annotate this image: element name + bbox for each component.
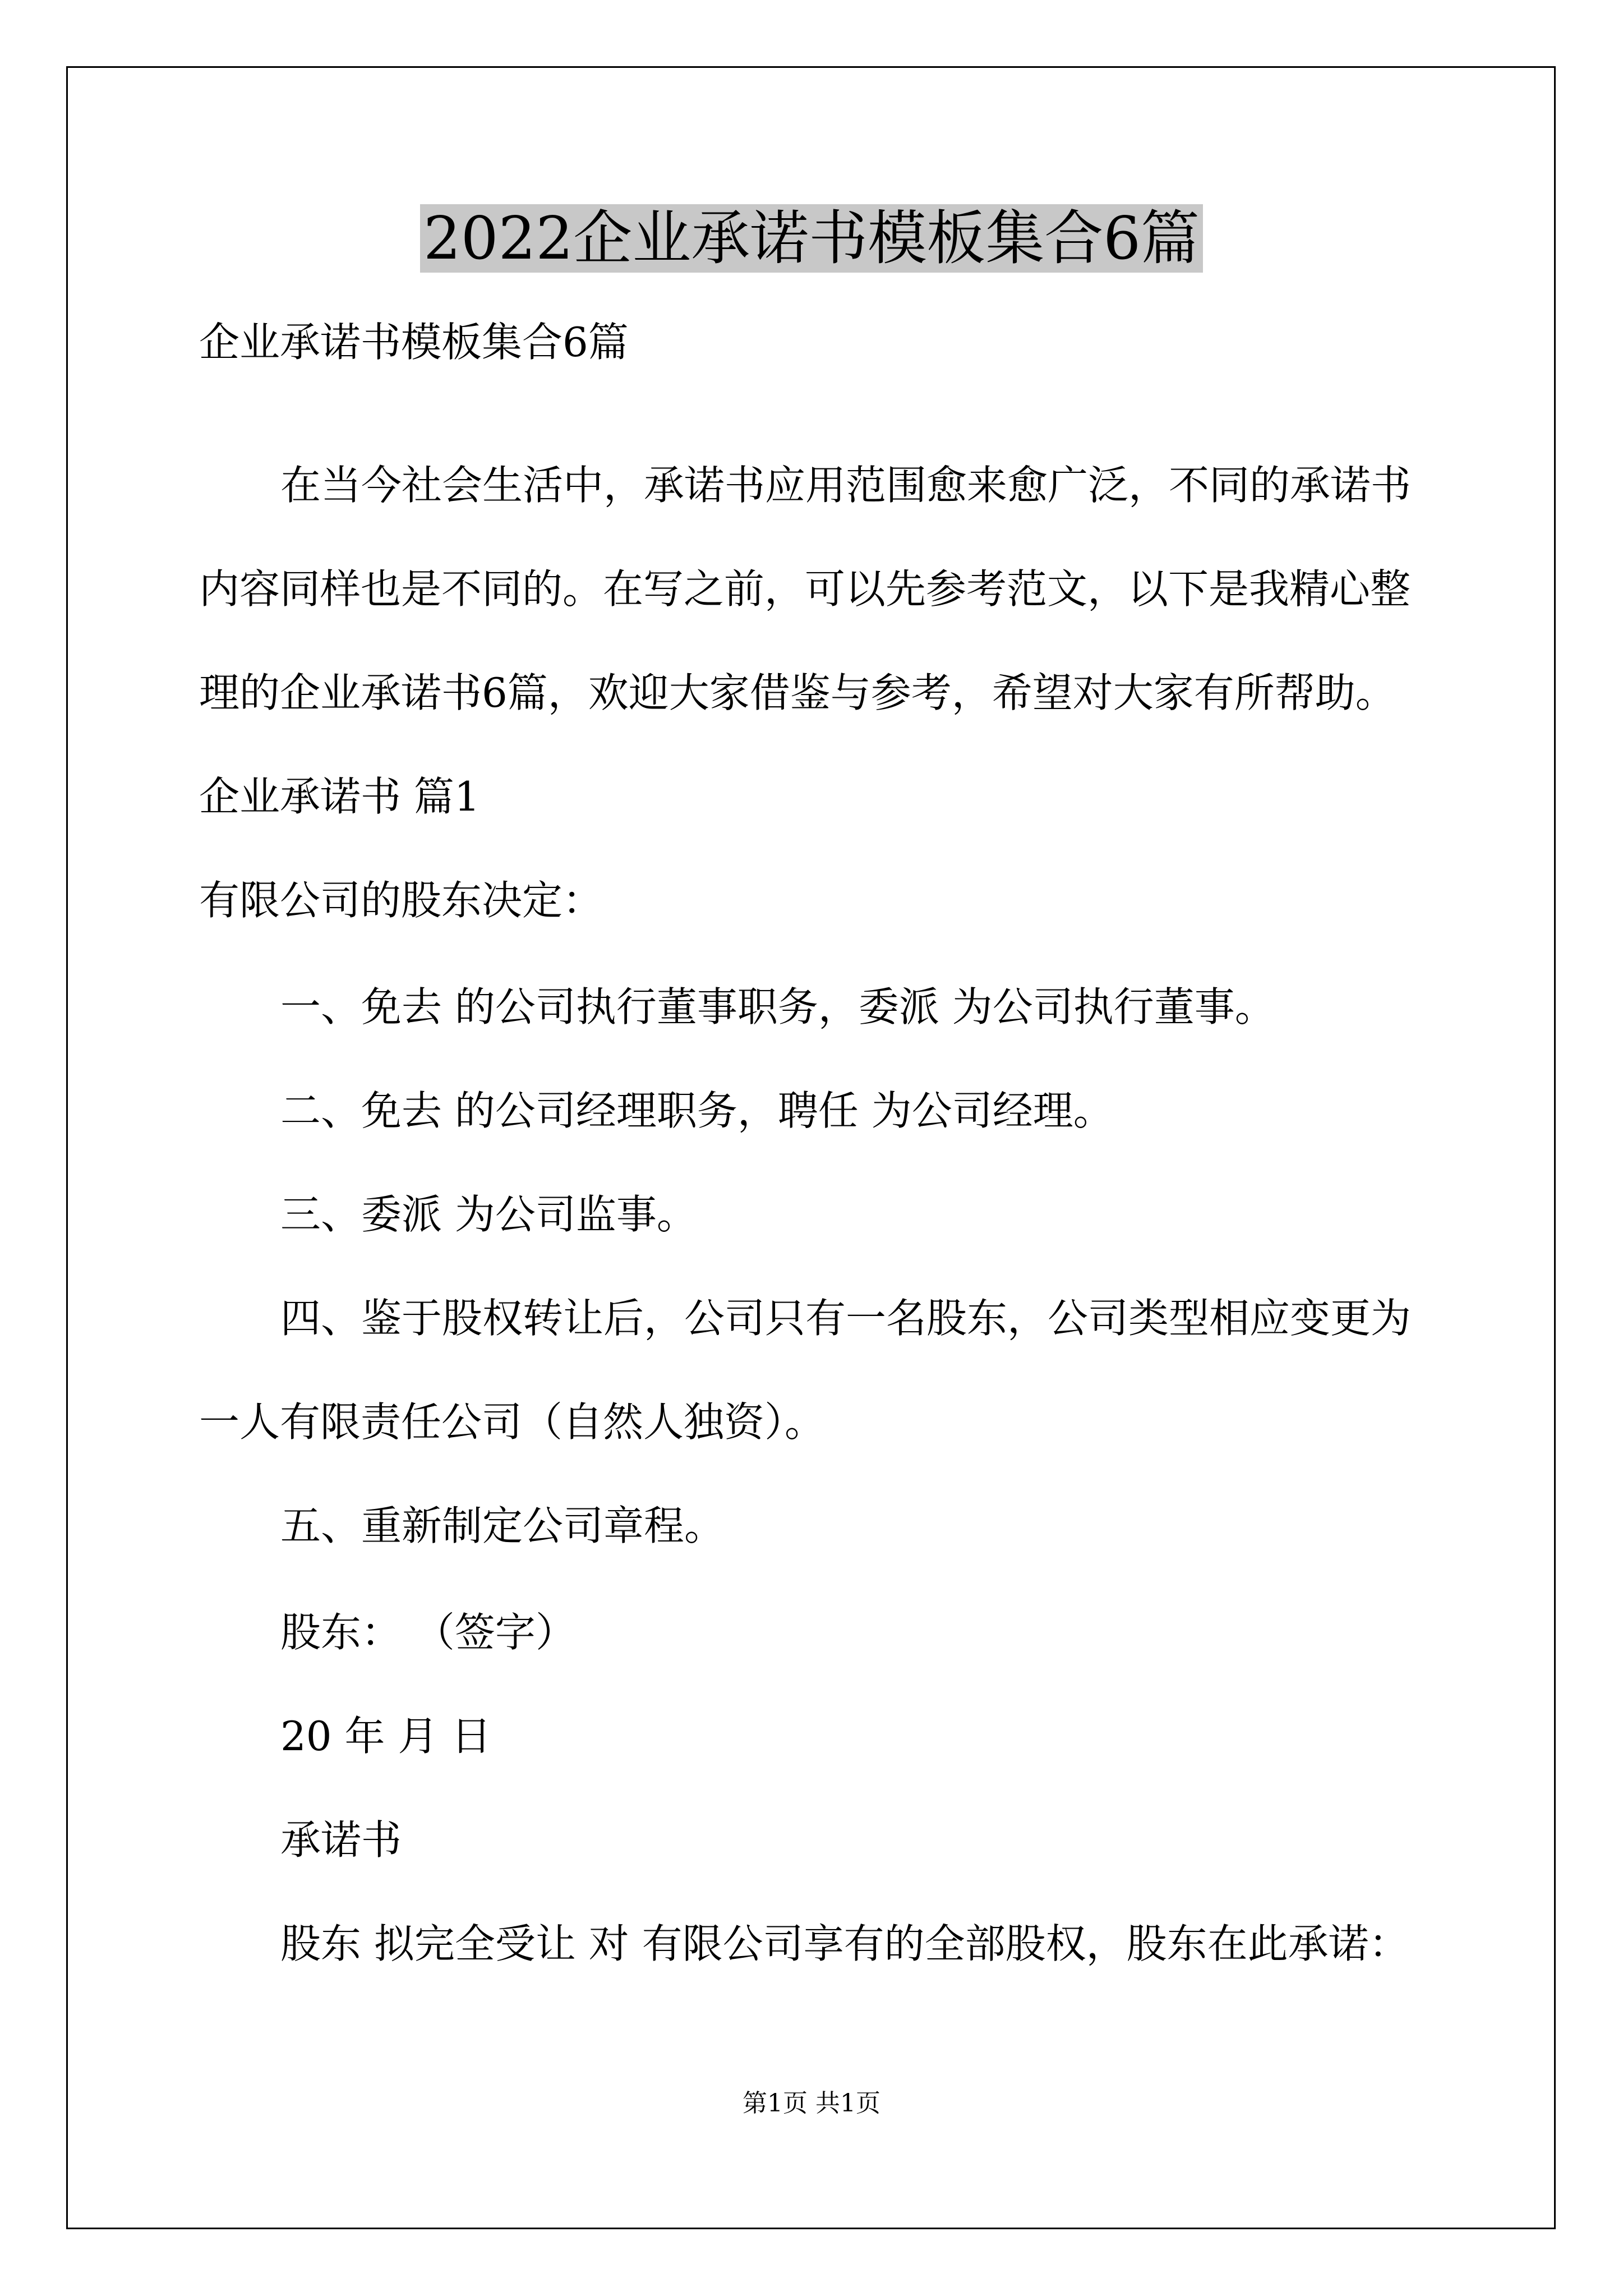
- document-title: 2022企业承诺书模板集合6篇: [0, 194, 1623, 283]
- paragraph-line: 一、免去 的公司执行董事职务，委派 为公司执行董事。: [280, 983, 1275, 1030]
- page-footer: 第1页 共1页: [743, 2089, 880, 2118]
- paragraph-line: 股东 拟完全受让 对 有限公司享有的全部股权，股东在此承诺：: [280, 1920, 1409, 1967]
- section-heading: 企业承诺书 篇1: [199, 773, 480, 820]
- subtitle-line: 企业承诺书模板集合6篇: [199, 319, 629, 366]
- signature-line: 股东： （签字）: [280, 1609, 576, 1656]
- date-line: 20 年 月 日: [280, 1713, 492, 1760]
- paragraph-line: 一人有限责任公司（自然人独资）。: [199, 1398, 826, 1446]
- page-border: [66, 66, 1556, 2229]
- paragraph-line: 五、重新制定公司章程。: [280, 1502, 725, 1549]
- section-heading: 承诺书: [280, 1816, 402, 1864]
- paragraph-line: 二、免去 的公司经理职务，聘任 为公司经理。: [280, 1087, 1114, 1134]
- paragraph-line: 理的企业承诺书6篇，欢迎大家借鉴与参考，希望对大家有所帮助。: [199, 669, 1396, 716]
- paragraph-line: 有限公司的股东决定：: [199, 877, 603, 924]
- paragraph-line: 内容同样也是不同的。在写之前，可以先参考范文，以下是我精心整: [199, 565, 1411, 613]
- paragraph-line: 在当今社会生活中，承诺书应用范围愈来愈广泛，不同的承诺书: [280, 462, 1412, 509]
- paragraph-line: 四、鉴于股权转让后，公司只有一名股东，公司类型相应变更为: [280, 1295, 1412, 1342]
- paragraph-line: 三、委派 为公司监事。: [280, 1191, 697, 1238]
